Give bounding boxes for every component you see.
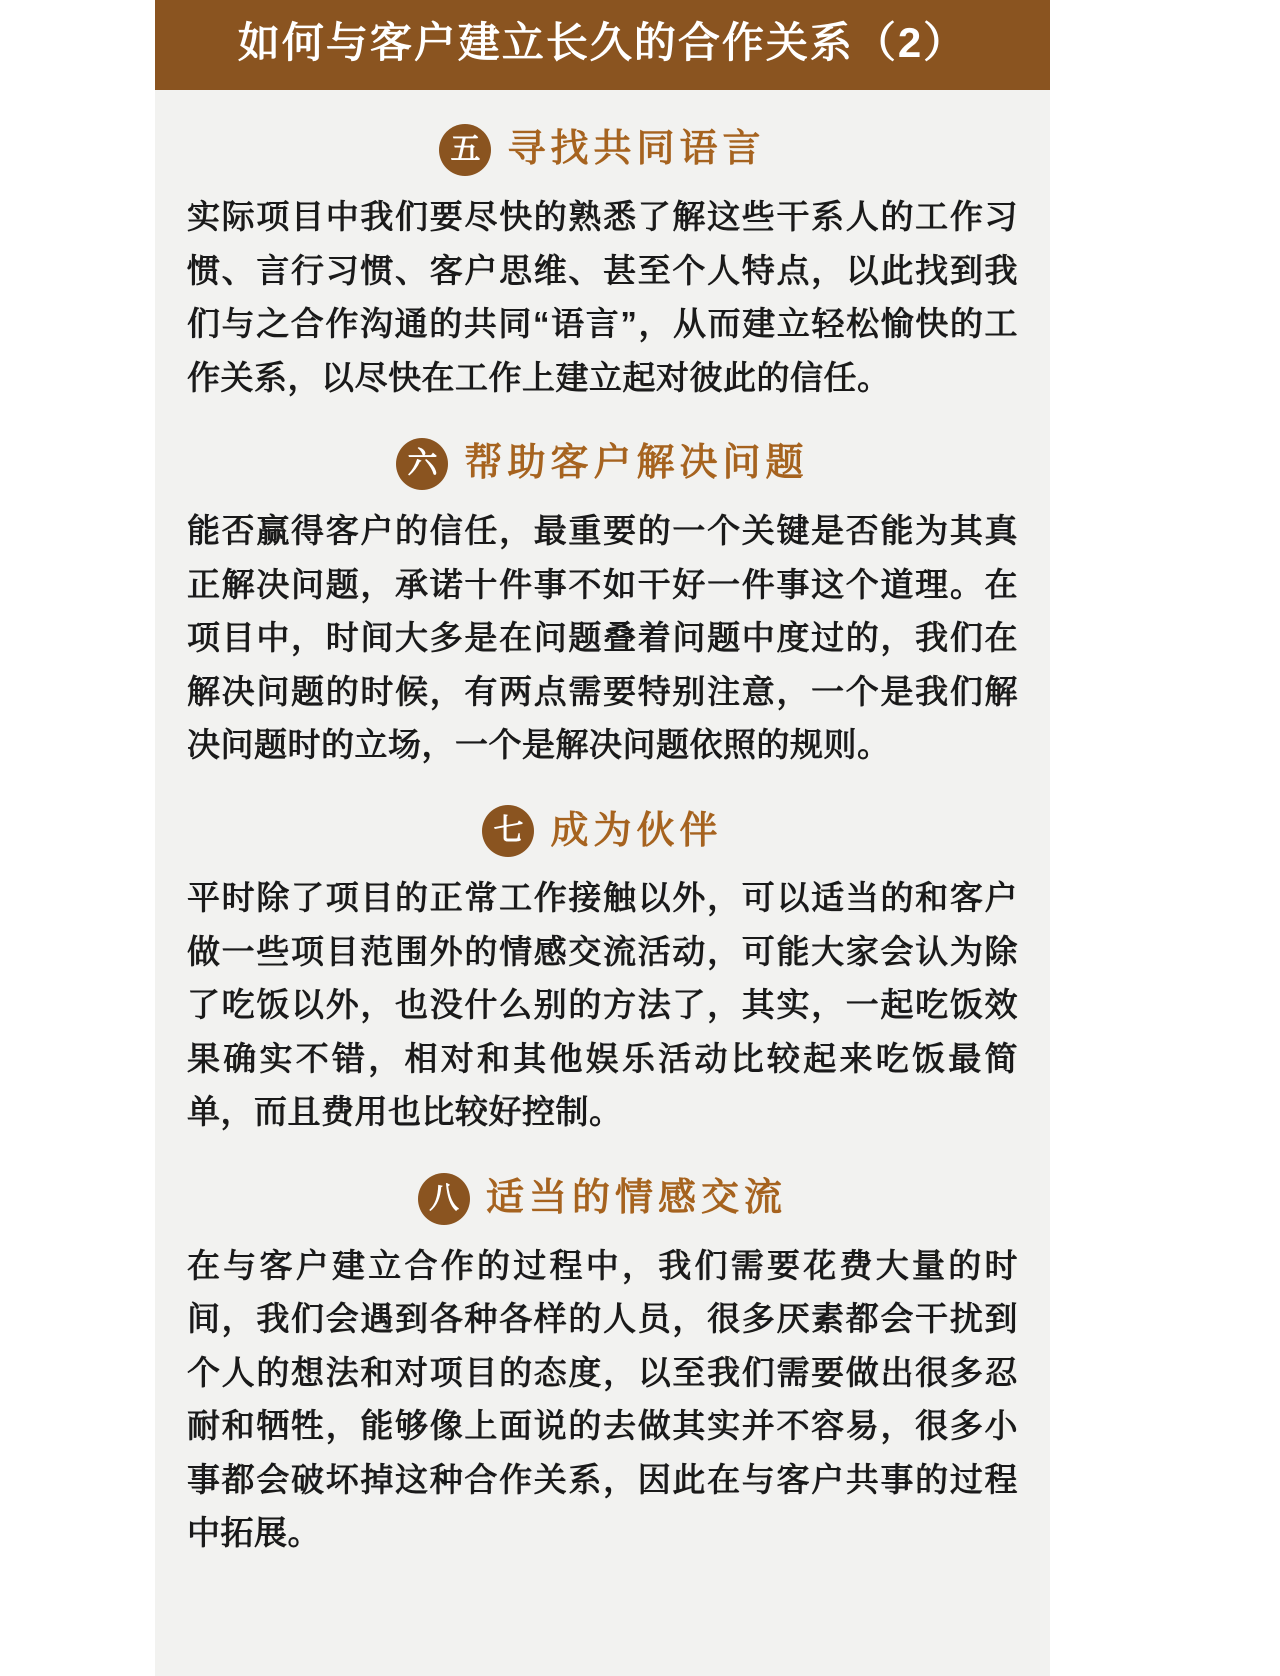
section-number-badge: 八: [418, 1173, 470, 1225]
document-title-bar: [155, 0, 1050, 90]
section-number-badge: 六: [396, 438, 448, 490]
section-heading-row: [175, 124, 1030, 176]
section-heading: 成为伙伴: [550, 809, 723, 852]
section-number-badge: 五: [439, 124, 491, 176]
section-body: 在与客户建立合作的过程中，我们需要花费大量的时间，我们会遇到各种各样的人员，很多厌素都会干扰到个人的想法和对项目的态度，以至我们需要做出很多忍耐和牺牲，能够像上面说的去做其实并不容易，很多小事都会破坏掉这种合作关系，因此在与客户共事的过程中拓展。: [187, 1246, 1018, 1551]
section-seven: [155, 805, 1050, 1138]
document-page: [155, 0, 1050, 1676]
section-heading: 适当的情感交流: [485, 1176, 787, 1219]
section-heading-row: [175, 1173, 1030, 1225]
section-heading-row: [175, 805, 1030, 857]
section-heading-row: [175, 438, 1030, 490]
section-eight: [155, 1173, 1050, 1560]
section-body: 实际项目中我们要尽快的熟悉了解这些干系人的工作习惯、言行习惯、客户思维、甚至个人特点，以此找到我们与之合作沟通的共同“语言”，从而建立轻松愉快的工作关系，以尽快在工作上建立起对彼此的信任。: [187, 198, 1018, 396]
bottom-spacer: [155, 1565, 1050, 1605]
section-five: [155, 124, 1050, 404]
section-body: 平时除了项目的正常工作接触以外，可以适当的和客户做一些项目范围外的情感交流活动，可能大家会认为除了吃饭以外，也没什么别的方法了，其实，一起吃饭效果确实不错，相对和其他娱乐活动比较起来吃饭最简单，而且费用也比较好控制。: [187, 879, 1018, 1131]
section-heading: 寻找共同语言: [507, 128, 766, 171]
section-six: [155, 438, 1050, 771]
page-title: 如何与客户建立长久的合作关系（2）: [237, 19, 968, 66]
section-number-badge: 七: [482, 805, 534, 857]
section-heading: 帮助客户解决问题: [464, 442, 809, 485]
section-body: 能否赢得客户的信任，最重要的一个关键是否能为其真正解决问题，承诺十件事不如干好一件事这个道理。在项目中，时间大多是在问题叠着问题中度过的，我们在解决问题的时候，有两点需要特别注意，一个是我们解决问题时的立场，一个是解决问题依照的规则。: [187, 512, 1018, 764]
